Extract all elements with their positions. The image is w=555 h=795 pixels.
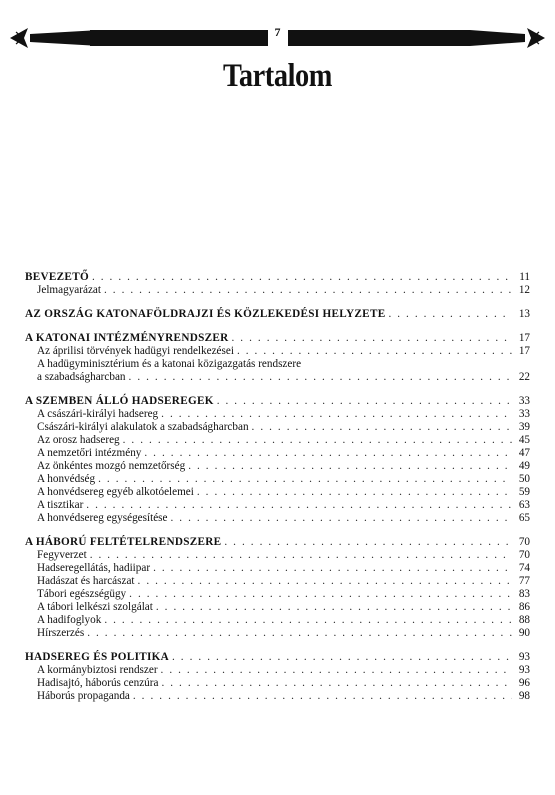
- toc-page-number: 96: [518, 677, 530, 689]
- toc-page-number: 65: [518, 512, 530, 524]
- toc-section-title: A KATONAI INTÉZMÉNYRENDSZER: [25, 332, 229, 344]
- toc-section-title: AZ ORSZÁG KATONAFÖLDRAJZI ÉS KÖZLEKEDÉSI HELYZETE: [25, 308, 386, 320]
- page-number: 7: [274, 25, 281, 39]
- toc-page-number: 59: [518, 486, 530, 498]
- dot-leader: [217, 395, 512, 408]
- toc-entry-title: Fegyverzet: [37, 549, 87, 561]
- toc-entry-title: A honvédsereg egységesítése: [37, 512, 168, 524]
- toc-page-number: 86: [518, 601, 530, 613]
- toc-page-number: 45: [518, 434, 530, 446]
- toc-spacer: [25, 297, 530, 308]
- dot-leader: [197, 486, 512, 499]
- toc-entry-title: Hadseregellátás, hadiipar: [37, 562, 151, 574]
- toc-entry[interactable]: [25, 690, 530, 703]
- toc-entry[interactable]: [25, 601, 530, 614]
- toc-entry-title: Jelmagyarázat: [37, 284, 101, 296]
- toc-page-number: 11: [519, 271, 530, 283]
- toc-entry-title: Az önkéntes mozgó nemzetőrség: [37, 460, 186, 472]
- toc-entry[interactable]: [25, 677, 530, 690]
- toc-entry-title: A hadifoglyok: [37, 614, 102, 626]
- toc-entry[interactable]: [25, 588, 530, 601]
- toc-entry-title: A császári-királyi hadsereg: [37, 408, 159, 420]
- toc-entry[interactable]: [25, 408, 530, 421]
- toc-entry-title: Az orosz hadsereg: [37, 434, 120, 446]
- toc-entry-title: Hadisajtó, háborús cenzúra: [37, 677, 159, 689]
- toc-spacer: [25, 640, 530, 651]
- toc-entry[interactable]: [25, 614, 530, 627]
- toc-page-number: 33: [518, 395, 530, 407]
- toc-entry[interactable]: [25, 499, 530, 512]
- dot-leader: [156, 601, 512, 614]
- toc-entry-title: A tábori lelkészi szolgálat: [37, 601, 153, 613]
- toc-page-number: 50: [518, 473, 530, 485]
- toc-page-number: 93: [518, 664, 530, 676]
- dot-leader: [224, 536, 512, 549]
- page-title: Tartalom: [222, 58, 333, 94]
- toc-entry-title: Császári-királyi alakulatok a szabadságharcban: [37, 421, 249, 433]
- toc-page-number: 77: [518, 575, 530, 587]
- toc-section-title: BEVEZETŐ: [25, 271, 89, 283]
- table-of-contents: [25, 271, 530, 703]
- toc-entry[interactable]: [25, 473, 530, 486]
- dot-leader: [98, 473, 512, 486]
- dot-leader: [252, 421, 512, 434]
- dot-leader: [123, 434, 512, 447]
- toc-entry-title: A honvédség: [37, 473, 96, 485]
- toc-section[interactable]: [25, 308, 530, 321]
- dot-leader: [86, 499, 512, 512]
- toc-section[interactable]: [25, 332, 530, 345]
- toc-entry[interactable]: [25, 371, 530, 384]
- toc-entry[interactable]: [25, 664, 530, 677]
- toc-page-number: 98: [518, 690, 530, 702]
- toc-page-number: 70: [518, 536, 530, 548]
- toc-entry[interactable]: [25, 284, 530, 297]
- toc-entry-title: Háborús propaganda: [37, 690, 130, 702]
- toc-page-number: 12: [518, 284, 530, 296]
- toc-section[interactable]: [25, 651, 530, 664]
- toc-section[interactable]: [25, 271, 530, 284]
- toc-entry-title: A tisztikar: [37, 499, 84, 511]
- toc-page-number: 88: [518, 614, 530, 626]
- dot-leader: [161, 664, 512, 677]
- dot-leader: [92, 271, 512, 284]
- dot-leader: [172, 651, 512, 664]
- toc-page-number: 22: [518, 371, 530, 383]
- toc-section[interactable]: [25, 395, 530, 408]
- toc-entry[interactable]: [25, 575, 530, 588]
- toc-section[interactable]: [25, 536, 530, 549]
- dot-leader: [90, 549, 512, 562]
- dot-leader: [161, 408, 512, 421]
- toc-spacer: [25, 384, 530, 395]
- toc-entry-title: A nemzetőri intézmény: [37, 447, 142, 459]
- toc-entry-title: A kormánybiztosi rendszer: [37, 664, 158, 676]
- dot-leader: [161, 677, 512, 690]
- toc-entry-title: a szabadságharcban: [37, 371, 126, 383]
- toc-page-number: 49: [518, 460, 530, 472]
- toc-entry[interactable]: [25, 512, 530, 525]
- toc-entry[interactable]: [25, 627, 530, 640]
- dot-leader: [188, 460, 512, 473]
- dot-leader: [129, 371, 512, 384]
- toc-page-number: 47: [518, 447, 530, 459]
- toc-entry[interactable]: [25, 460, 530, 473]
- toc-entry-title: Tábori egészségügy: [37, 588, 127, 600]
- dot-leader: [237, 345, 512, 358]
- toc-section-title: A SZEMBEN ÁLLÓ HADSEREGEK: [25, 395, 214, 407]
- toc-entry[interactable]: [25, 345, 530, 358]
- toc-page-number: 83: [518, 588, 530, 600]
- toc-entry-title: Hadászat és harcászat: [37, 575, 135, 587]
- dot-leader: [129, 588, 512, 601]
- dot-leader: [170, 512, 512, 525]
- toc-page-number: 39: [518, 421, 530, 433]
- toc-page-number: 90: [518, 627, 530, 639]
- dot-leader: [232, 332, 512, 345]
- toc-page-number: 17: [518, 345, 530, 357]
- toc-page-number: 93: [518, 651, 530, 663]
- toc-entry[interactable]: [25, 447, 530, 460]
- toc-spacer: [25, 525, 530, 536]
- toc-entry-title: A honvédsereg egyéb alkotóelemei: [37, 486, 194, 498]
- toc-page-number: 17: [518, 332, 530, 344]
- toc-section-title: A HÁBORÚ FELTÉTELRENDSZERE: [25, 536, 222, 548]
- dot-leader: [388, 308, 512, 321]
- dot-leader: [144, 447, 512, 460]
- toc-entry[interactable]: [25, 486, 530, 499]
- dot-leader: [153, 562, 512, 575]
- toc-page-number: 70: [518, 549, 530, 561]
- toc-section-title: HADSEREG ÉS POLITIKA: [25, 651, 170, 663]
- toc-entry-title: Az áprilisi törvények hadügyi rendelkezései: [37, 345, 234, 357]
- dot-leader: [138, 575, 512, 588]
- toc-page-number: 74: [518, 562, 530, 574]
- toc-page-number: 63: [518, 499, 530, 511]
- dot-leader: [87, 627, 512, 640]
- toc-entry[interactable]: [25, 421, 530, 434]
- dot-leader: [104, 284, 512, 297]
- toc-entry[interactable]: [25, 549, 530, 562]
- toc-page-number: 13: [518, 308, 530, 320]
- toc-entry-label-line1: A hadügyminisztérium és a katonai közigazgatás rendszere: [37, 358, 302, 370]
- toc-entry[interactable]: [25, 562, 530, 575]
- toc-entry[interactable]: [25, 434, 530, 447]
- dot-leader: [104, 614, 512, 627]
- dot-leader: [133, 690, 512, 703]
- toc-page-number: 33: [518, 408, 530, 420]
- toc-spacer: [25, 321, 530, 332]
- toc-entry-title: Hírszerzés: [37, 627, 85, 639]
